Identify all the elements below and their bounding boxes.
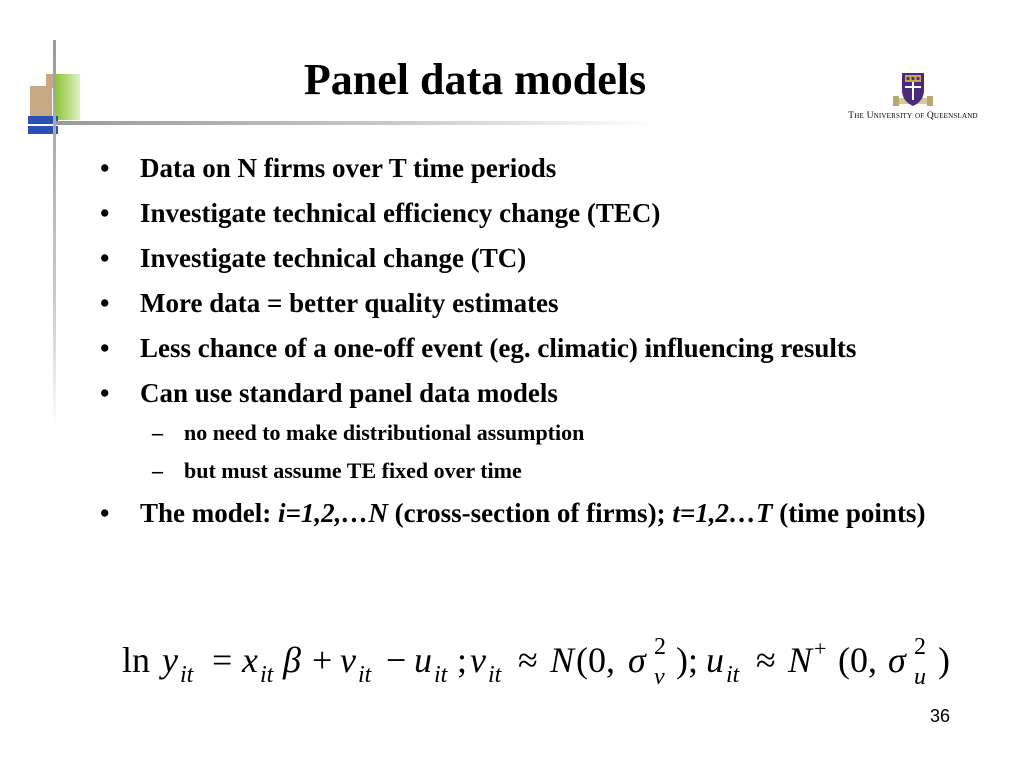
bullet-item	[100, 238, 960, 278]
bullet-item	[100, 283, 960, 323]
bullet-marker: •	[100, 333, 110, 363]
formula-sub: it	[434, 662, 448, 688]
bullet-item	[100, 328, 960, 368]
decor-tan-block	[30, 86, 52, 116]
bullet-marker: •	[100, 498, 110, 528]
bullet-marker: •	[100, 378, 110, 408]
formula-normal: N	[788, 640, 813, 680]
bullet-text: Investigate technical change (TC)	[140, 243, 527, 273]
formula-approx: ≈	[756, 640, 776, 680]
formula-open: (0,	[838, 640, 877, 680]
bullet-text: Less chance of a one-off event (eg. climatic) influencing results	[140, 333, 857, 363]
formula-sub-u: u	[914, 664, 926, 690]
formula-close: )	[938, 640, 950, 680]
formula-sigma: σ	[628, 640, 646, 680]
formula-normal: N	[550, 640, 575, 680]
firm-index-note: (cross-section of firms);	[387, 498, 673, 528]
formula-plus-sup: +	[814, 636, 827, 661]
bullet-item	[100, 193, 960, 233]
bullet-list	[100, 148, 960, 538]
university-logo	[838, 70, 988, 128]
slide-title: Panel data models	[303, 55, 647, 104]
bullet-text: More data = better quality estimates	[140, 288, 559, 318]
uq-crest-icon	[893, 70, 933, 110]
sub-bullet-text: no need to make distributional assumption	[184, 420, 585, 445]
time-index-range: t=1,2…T	[672, 498, 773, 528]
model-formula	[120, 632, 960, 692]
formula-sub-v: v	[654, 664, 665, 690]
formula-beta: β	[283, 640, 301, 680]
bullet-marker: •	[100, 153, 110, 183]
university-name: The University of Queensland	[848, 111, 978, 121]
bullet-item	[100, 373, 960, 413]
sub-bullet-marker: –	[152, 458, 163, 483]
formula-sub: it	[488, 662, 502, 688]
sub-bullet-marker: –	[152, 420, 163, 445]
bullet-marker: •	[100, 243, 110, 273]
formula-approx: ≈	[518, 640, 538, 680]
formula-sigma: σ	[888, 640, 906, 680]
title-underline	[56, 121, 656, 125]
formula-y: y	[162, 640, 178, 680]
formula-square: 2	[654, 634, 666, 660]
formula-equals: =	[212, 640, 233, 680]
formula-u: u	[414, 640, 432, 680]
formula-u: u	[706, 640, 724, 680]
time-index-note: (time points)	[772, 498, 926, 528]
formula-close-semi: );	[676, 640, 698, 680]
page-number: 36	[930, 706, 951, 726]
formula-open: (0,	[576, 640, 615, 680]
model-label: The model:	[140, 498, 278, 528]
formula-sub: it	[180, 662, 194, 688]
sub-bullet-item	[100, 417, 960, 449]
sub-bullet-text: but must assume TE fixed over time	[184, 458, 522, 483]
bullet-item	[100, 148, 960, 188]
formula-v: v	[340, 640, 356, 680]
formula-plus: +	[312, 640, 333, 680]
formula-v: v	[470, 640, 486, 680]
formula-square: 2	[914, 634, 926, 660]
bullet-item	[100, 493, 960, 533]
formula-sub: it	[260, 662, 274, 688]
sub-bullet-item	[100, 455, 960, 487]
decor-green-block	[56, 74, 80, 120]
formula-minus: −	[386, 640, 407, 680]
vertical-rule	[53, 40, 56, 430]
bullet-text: Can use standard panel data models	[140, 378, 558, 408]
formula-sub: it	[726, 662, 740, 688]
bullet-text: Data on N firms over T time periods	[140, 153, 557, 183]
formula-ln: ln	[122, 640, 151, 680]
formula-semicolon: ;	[457, 640, 468, 680]
formula-x: x	[242, 640, 258, 680]
bullet-text: Investigate technical efficiency change (TEC)	[140, 198, 661, 228]
formula-sub: it	[358, 662, 372, 688]
bullet-marker: •	[100, 198, 110, 228]
firm-index-range: i=1,2,…N	[278, 498, 388, 528]
bullet-marker: •	[100, 288, 110, 318]
